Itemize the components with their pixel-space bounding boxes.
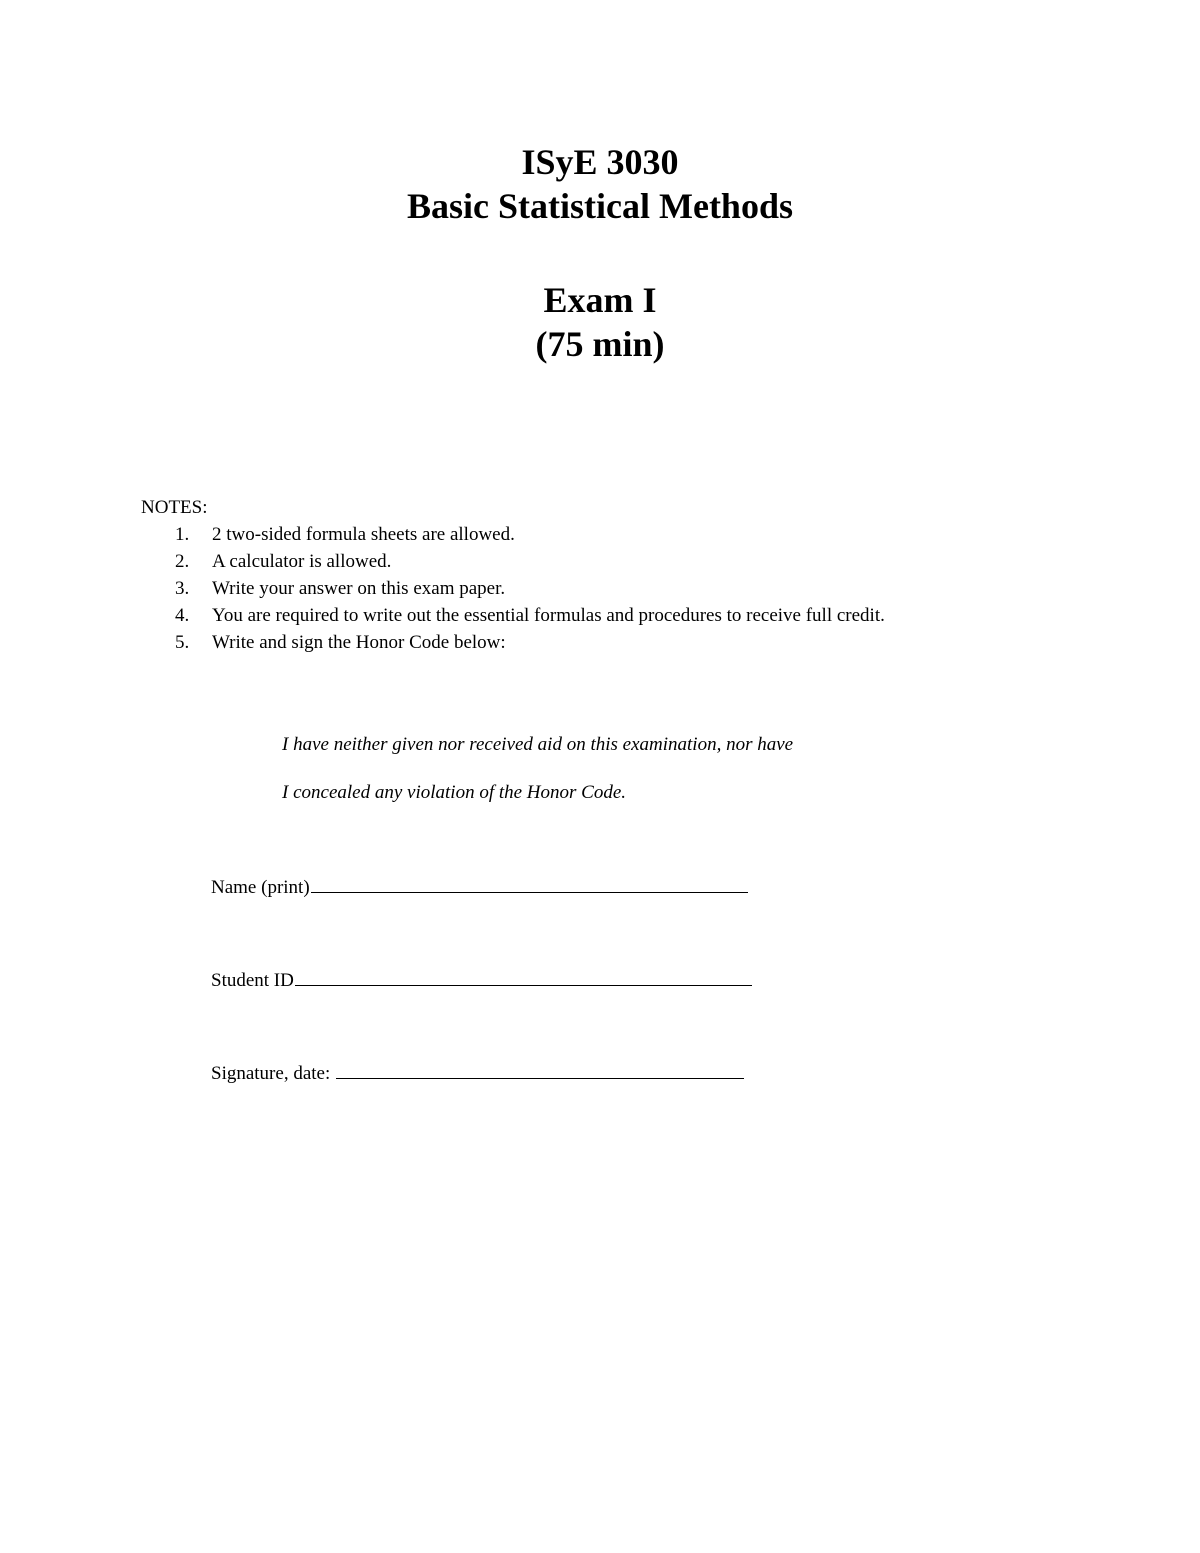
list-item-text: A calculator is allowed. [212,551,392,572]
signature-field[interactable] [211,1060,744,1085]
name-field[interactable] [211,874,748,899]
honor-code-line-1: I have neither given nor received aid on this examination, nor have [282,734,794,755]
list-item [141,629,885,656]
exam-name: Exam I [543,280,657,320]
list-item-text: Write your answer on this exam paper. [212,578,506,599]
name-blank-line[interactable] [311,874,748,893]
list-item-number: 2. [175,551,190,572]
list-item-number: 4. [175,605,190,626]
exam-duration: (75 min) [535,324,665,364]
list-item-text: 2 two-sided formula sheets are allowed. [212,524,515,545]
student-id-field[interactable] [211,967,752,992]
signature-label: Signature, date: [211,1063,331,1084]
notes-heading: NOTES: [141,497,208,518]
list-item-text: Write and sign the Honor Code below: [212,632,506,653]
exam-header [0,278,1200,366]
name-label: Name (print) [211,877,310,898]
notes-list [141,521,885,656]
student-id-label: Student ID [211,970,294,991]
notes-section [141,494,885,656]
course-header [0,140,1200,228]
list-item [141,548,885,575]
list-item [141,602,885,629]
honor-code-line-2: I concealed any violation of the Honor Code. [282,782,627,803]
list-item-text: You are required to write out the essential formulas and procedures to receive full credit. [212,605,885,626]
list-item [141,575,885,602]
list-item-number: 3. [175,578,190,599]
course-code: ISyE 3030 [521,142,679,182]
signature-blank-line[interactable] [336,1060,744,1079]
course-title: Basic Statistical Methods [407,186,793,226]
student-id-blank-line[interactable] [295,967,752,986]
list-item-number: 5. [175,632,190,653]
list-item [141,521,885,548]
list-item-number: 1. [175,524,190,545]
